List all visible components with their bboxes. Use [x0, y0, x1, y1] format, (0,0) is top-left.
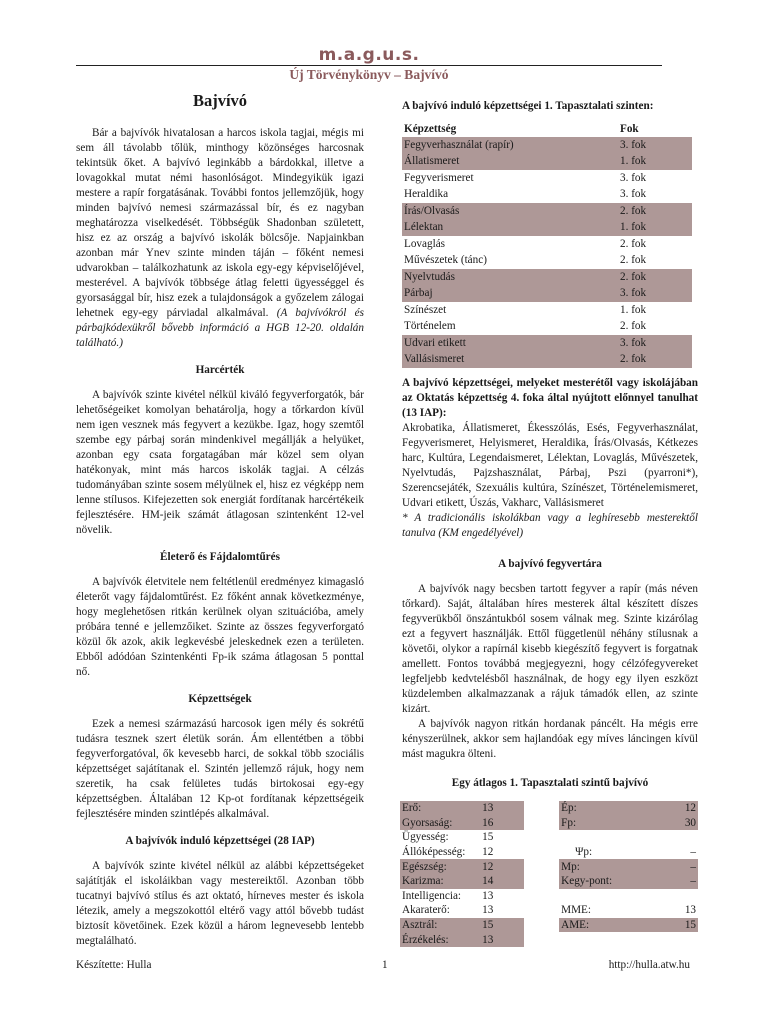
skills-table-title: A bajvívó induló képzettségei 1. Tapasztalati szinten:	[402, 100, 654, 112]
stat-label: Ép:	[559, 801, 661, 816]
table-row	[400, 889, 698, 904]
stat-value: –	[690, 846, 696, 859]
skill-name: Színészet	[404, 303, 447, 316]
stat-value: 12	[482, 846, 494, 859]
table-row	[400, 845, 698, 860]
kepzettsegek-paragraph: Ezek a nemesi származású harcosok igen mély és sokrétű tudásra tesznek szert életük során. Ám ellentétben a többi fegyverforgatóval, ők kevesebb harci, de sokkal több szociális képzettséget sajátítanak el. Szintén jellemző rájuk, hogy nem szeretik, ha csak felületes tudás birtokosai egy-egy képzettségben. Általában 12 Kp-ot fordítanak képzettségeik fejlesztésére minden szintlépés alkalmával.	[76, 718, 364, 821]
stat-label: Kegy-pont:	[559, 874, 661, 889]
skill-name: Fegyverhasználat (rapír)	[402, 137, 610, 154]
skill-name: Párbaj	[402, 286, 610, 303]
left-column	[76, 88, 364, 949]
table-row	[400, 859, 698, 874]
stat-label: Érzékelés:	[400, 932, 480, 947]
table-row	[400, 874, 698, 889]
table-row	[402, 154, 692, 171]
table-row	[400, 932, 698, 947]
stats-table	[400, 801, 698, 947]
skill-level: 2. fok	[610, 269, 692, 286]
skill-name: Vallásismeret	[402, 352, 610, 369]
skill-name: Fegyverismeret	[404, 171, 474, 184]
skill-name: Állatismeret	[402, 154, 610, 171]
skill-name: Lélektan	[402, 220, 610, 237]
stat-value: 15	[482, 831, 494, 844]
table-row	[400, 830, 698, 845]
harcertek-heading: Harcérték	[195, 364, 245, 377]
stat-value: 16	[480, 816, 524, 831]
skill-level: 3. fok	[610, 137, 692, 154]
stat-label: AME:	[559, 918, 661, 933]
table-row	[402, 203, 692, 220]
intro-paragraph	[76, 126, 364, 351]
stat-label: Gyorsaság:	[400, 816, 480, 831]
table-row	[402, 352, 692, 369]
right-column	[402, 88, 698, 947]
stat-value: 30	[661, 816, 698, 831]
stat-label	[559, 932, 661, 947]
stat-label: Egészség:	[400, 859, 480, 874]
page-footer	[76, 958, 690, 974]
stat-value: 12	[480, 859, 524, 874]
stat-label: Ψp:	[575, 846, 593, 859]
stat-value: 13	[480, 932, 524, 947]
eletero-heading: Életerő és Fájdalomtűrés	[160, 551, 280, 564]
stat-label: Intelligencia:	[402, 889, 462, 902]
stats-heading: Egy átlagos 1. Tapasztalati szintű bajvívó	[451, 777, 649, 789]
intro-reference: (A bajvívókról és párbajkódexükről bővebb információ a HGB 12-20. oldalán található.)	[76, 307, 364, 350]
table-row	[402, 187, 692, 204]
skill-level: 1. fok	[610, 220, 692, 237]
stat-label: Karizma:	[400, 874, 480, 889]
skill-name: Nyelvtudás	[402, 269, 610, 286]
stat-value: –	[661, 874, 698, 889]
stat-label: Ügyesség:	[402, 831, 449, 844]
skill-name: Történelem	[404, 320, 456, 333]
level-col-header: Fok	[620, 122, 639, 135]
skill-name: Írás/Olvasás	[402, 203, 610, 220]
stat-label: Akaraterő:	[402, 904, 450, 917]
page-title: Bajvívó	[192, 91, 248, 110]
stat-value	[661, 889, 698, 904]
stat-value: 13	[684, 904, 696, 917]
skill-level: 1. fok	[620, 303, 647, 316]
master-skills-note: * A tradicionális iskolákban vagy a leghíresebb mesterektől tanulva (KM engedélyével)	[402, 512, 698, 539]
skill-name: Lovaglás	[404, 237, 446, 250]
kepzettsegek-heading: Képzettségek	[188, 693, 252, 706]
table-row	[400, 816, 698, 831]
stat-value	[661, 830, 698, 845]
master-skills-list: Akrobatika, Állatismeret, Ékesszólás, Esés, Fegyverhasználat, Fegyverismeret, Helyismeret, Heraldika, Írás/Olvasás, Kétkezes harc, Kultúra, Legendaismeret, Lélektan, Lovaglás, Művészetek, Nyelvtudás, Pajzshasználat, Párbaj, Pszi (pyarroni*), Szerencsejáték, Szexuális kultúra, Színészet, Történelemismeret, Udvari etikett, Úszás, Vakharc, Vallásismeret	[402, 422, 698, 509]
table-row	[402, 253, 692, 270]
skills-table-header	[402, 121, 692, 137]
skill-level: 2. fok	[620, 320, 647, 333]
table-row	[400, 903, 698, 918]
skill-level: 3. fok	[610, 286, 692, 303]
master-skills-title: A bajvívó képzettségei, melyeket mesterétől vagy iskolájában az Oktatás képzettség 4. foka által nyújtott előnnyel tanulhat (13 IAP):	[402, 377, 698, 419]
table-row	[400, 801, 698, 816]
stat-label: Mp:	[559, 859, 661, 874]
skill-level: 3. fok	[610, 335, 692, 352]
table-row	[402, 236, 692, 253]
skill-name: Udvari etikett	[402, 335, 610, 352]
skill-level: 2. fok	[620, 254, 647, 267]
skill-level: 2. fok	[610, 352, 692, 369]
skills-col-header: Képzettség	[404, 122, 457, 135]
table-row	[402, 335, 692, 352]
indulo-heading: A bajvívók induló képzettségei (28 IAP)	[125, 835, 315, 848]
stat-label: Állóképesség:	[402, 846, 466, 859]
stat-label: Asztrál:	[400, 918, 480, 933]
stat-label: Fp:	[559, 816, 661, 831]
stat-label	[559, 830, 661, 845]
stat-value: –	[661, 859, 698, 874]
footer-author: Készítette: Hulla	[76, 959, 152, 971]
stat-value: 12	[661, 801, 698, 816]
skill-level: 3. fok	[620, 188, 647, 201]
skill-level: 2. fok	[620, 237, 647, 250]
skill-level: 1. fok	[610, 154, 692, 171]
table-row	[402, 170, 692, 187]
table-row	[402, 137, 692, 154]
table-row	[402, 269, 692, 286]
intro-text: Bár a bajvívók hivatalosan a harcos iskola tagjai, mégis mi sem áll távolabb tőlük, minthogy közönséges harcosnak tekintsük őket. A bajvívó leginkább a bárdokkal, illetve a lovagokkal mutat némi hasonlóságot. Mindegyikük igazi mestere a rapír forgatásának. További fontos jellemzőjük, hogy minden bajvívó nemesi származással bír, és ez nagyban meghatározza viselkedését. Többségük Shadonban született, hisz ez az ország a bajvívó iskolák bölcsője. Napjainkban azonban már Ynev szinte minden táján – főként nemesi udvarokban – találkozhatunk az iskola egy-egy képviselőjével, mesterével. A bajvívók többsége átlag feletti ügyességgel és gyorsasággal bír, hisz ezek a tulajdonságok a győzelem zálogai lehetnek egy-egy párviadal alkalmával.	[76, 127, 364, 320]
stat-value: 13	[480, 801, 524, 816]
stat-value: 13	[482, 904, 494, 917]
footer-url[interactable]: http://hulla.atw.hu	[608, 959, 690, 971]
skills-table	[402, 121, 692, 368]
weapon-paragraph-1: A bajvívók nagy becsben tartott fegyver a rapír (más néven tőrkard). Saját, általában híres mesterek által készített díszes fegyverükből önszántukból sosem válnak meg. Szinte kizárólag ezt a fegyvert használják. Ettől függetlenül néhány stílusnak a követői, olykor a rapírnál kisebb kiegészítő fegyvert is forgatnak amellett. Fontos továbbá megjegyezni, hogy célzófegyvereket legfeljebb kedvtelésből használnak, de hogy egy ilyen eszközt küzdelemben alkalmazzanak a rájuk támadók ellen, az szinte kizárt.	[402, 583, 698, 715]
stat-value: 15	[661, 918, 698, 933]
footer-page-number: 1	[382, 959, 388, 971]
stat-label: MME:	[561, 904, 591, 917]
stat-value	[661, 932, 698, 947]
table-row	[402, 302, 692, 319]
skill-level: 3. fok	[620, 171, 647, 184]
table-row	[400, 918, 698, 933]
stat-label: Erő:	[400, 801, 480, 816]
table-row	[402, 220, 692, 237]
header-subtitle: Új Törvénykönyv – Bajvívó	[289, 67, 449, 82]
stat-value: 15	[480, 918, 524, 933]
stat-value: 13	[482, 889, 494, 902]
harcertek-paragraph: A bajvívók szinte kivétel nélkül kiváló fegyverforgatók, bár lehetőségeiket komolyan behatárolja, hogy a tőrkardon kívül nem igen vesznek más fegyvert a kezükbe. Igaz, hogy szemtől szembe egy párbaj során mindenkivel megállják a helyüket, azonban egy csata forgatagában már közel sem olyan hatékonyak, mint más harcos iskolák tagjai. A célzás tudományában szinte sosem mélyülnek el, hisz ez végképp nem lenne stílusos. Kifejezetten sok energiát fordítanak harcértékeik fejlesztésére. HM-jeik számát átlagosan szintenként 12-vel növelik.	[76, 389, 364, 537]
weapon-heading: A bajvívó fegyvertára	[498, 558, 602, 570]
skill-level: 2. fok	[610, 203, 692, 220]
skill-name: Heraldika	[404, 188, 449, 201]
table-row	[402, 286, 692, 303]
table-row	[402, 319, 692, 336]
weapon-paragraph-2: A bajvívók nagyon ritkán hordanak páncélt. Ha mégis erre kényszerülnek, akkor sem hajlandóak egy míves láncingen kívül mást magukra ölteni.	[402, 718, 698, 760]
stat-label	[559, 889, 661, 904]
header-title: m.a.g.u.s.	[318, 45, 420, 65]
eletero-paragraph: A bajvívók életvitele nem feltétlenül eredményez kimagasló életerőt vagy fájdalomtűrést. Ez főként annak következménye, hogy meglehetősen ritkán kerülnek olyan szituációba, amely próbára tenné e jellemzőiket. Szinte az összes fegyverforgató közül ők azok, akik legkevésbé jeleskednek ezen a területen. Ebből adódóan Szintenkénti Fp-ik száma átlagosan 5 ponttal nő.	[76, 576, 364, 679]
stat-value: 14	[480, 874, 524, 889]
indulo-paragraph: A bajvívók szinte kivétel nélkül az alábbi képzettségeket sajátítják el iskoláikban vagy mestereiktől. Azonban több tucatnyi bajvívó stílus és azt oktató, hírneves mester és iskola létezik, amely a megszokottól eltérő vagy attól bővebb tudást biztosít követőinek. Ezek közül a három legnevesebb lentebb megtalálható.	[76, 860, 364, 948]
skill-name: Művészetek (tánc)	[404, 254, 487, 267]
page-header	[76, 44, 662, 88]
